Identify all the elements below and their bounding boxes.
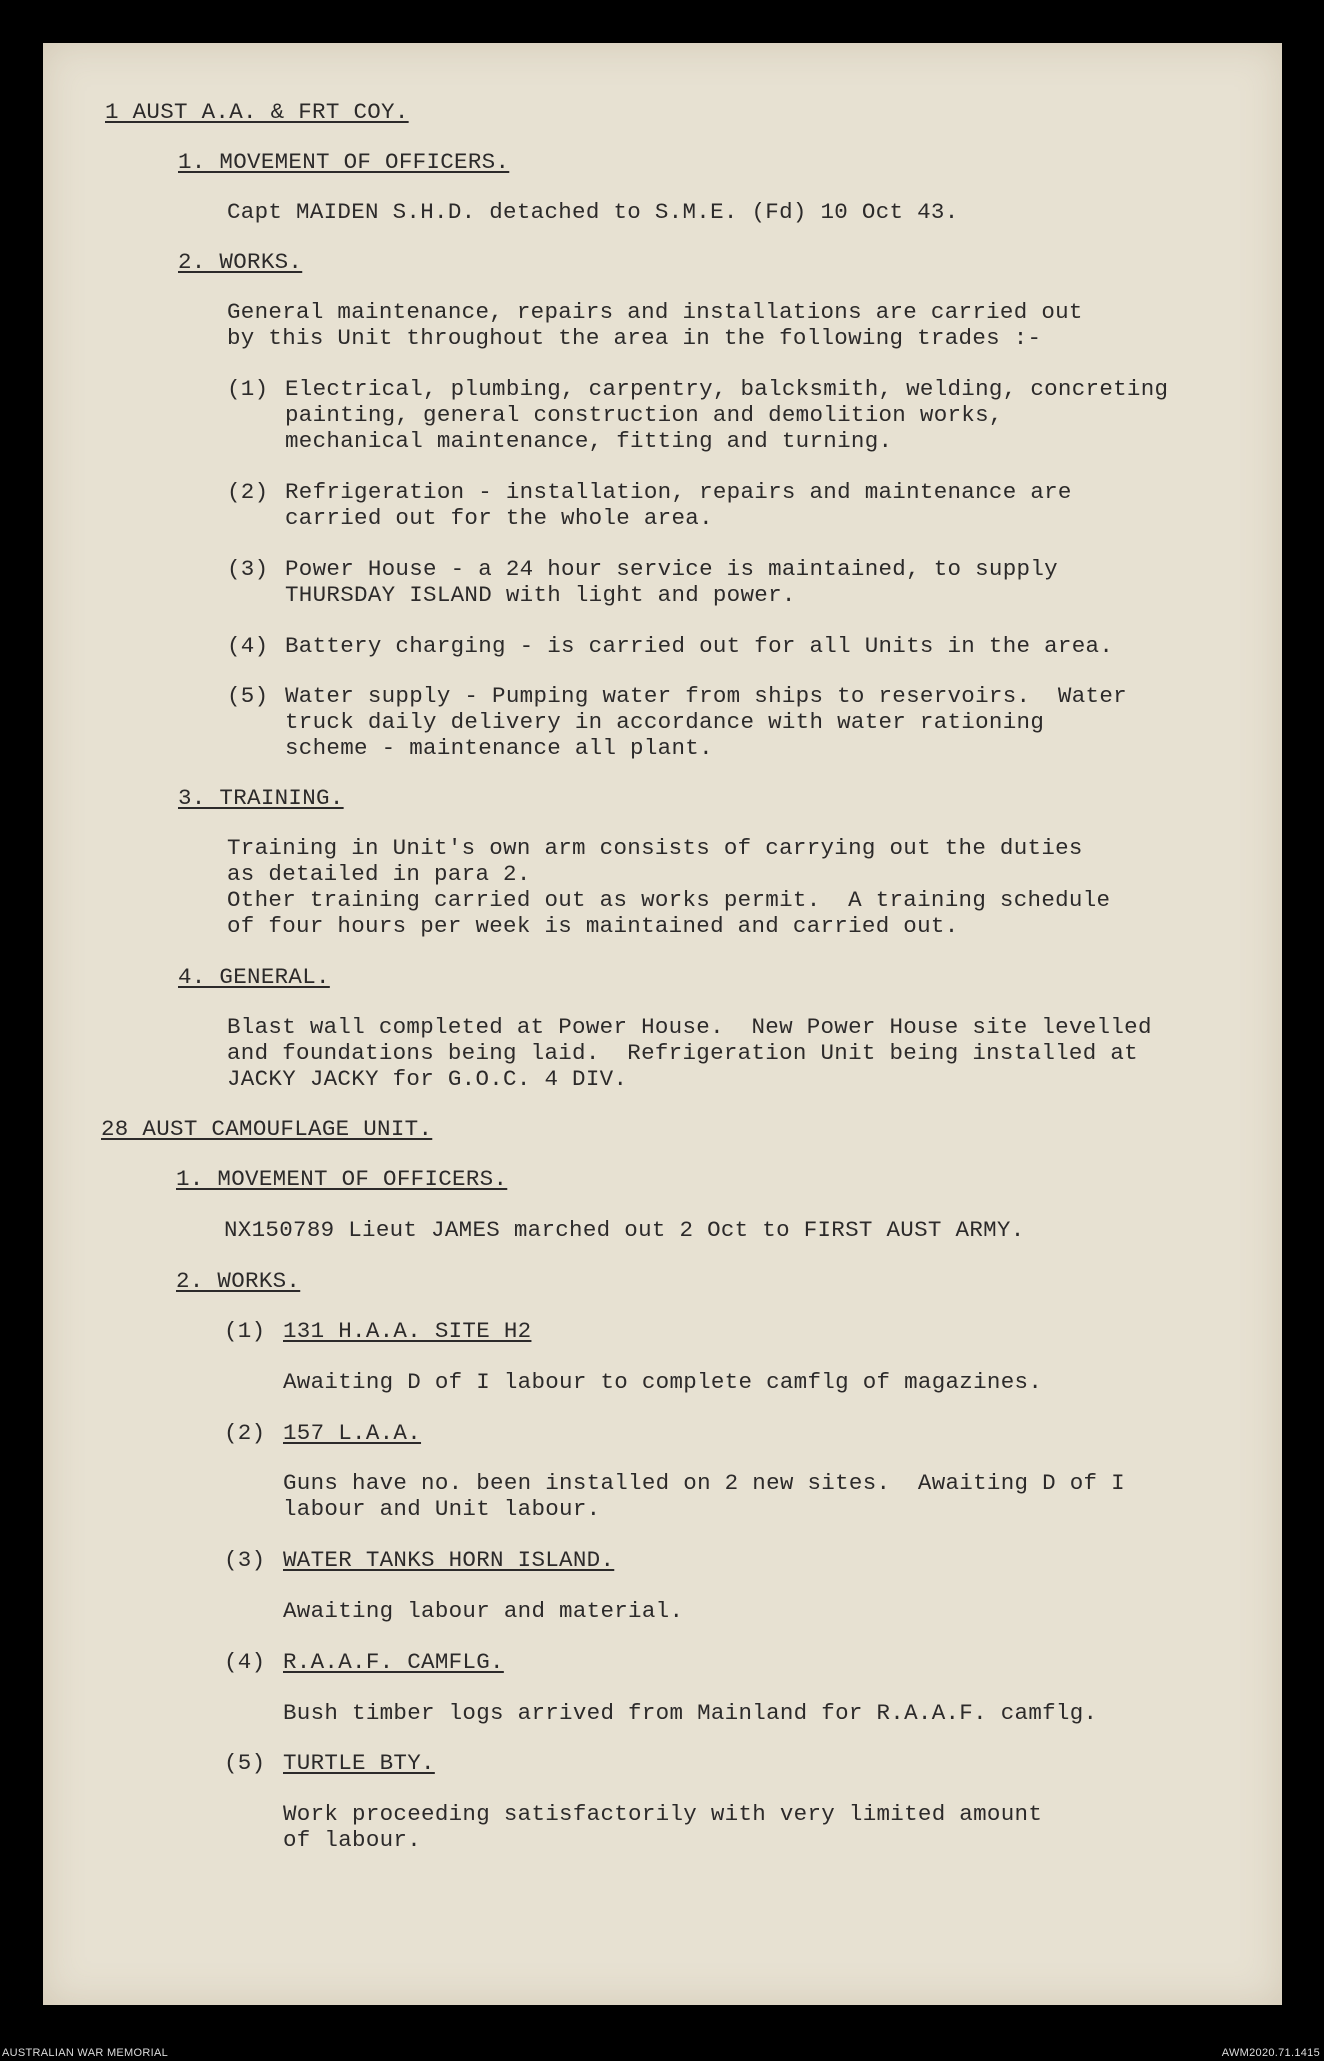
- para-text: as detailed in para 2.: [227, 861, 531, 887]
- item-text: Awaiting D of I labour to complete camflg of magazines.: [283, 1369, 1043, 1395]
- item-number: (1): [224, 1318, 266, 1344]
- item-title: R.A.A.F. CAMFLG.: [283, 1649, 504, 1675]
- para-text: and foundations being laid. Refrigeration Unit being installed at: [227, 1040, 1138, 1066]
- para-heading: [176, 1166, 507, 1192]
- item-number: (3): [227, 556, 269, 582]
- item-text: Bush timber logs arrived from Mainland for R.A.A.F. camflg.: [283, 1700, 1098, 1726]
- item-text: labour and Unit labour.: [283, 1496, 601, 1522]
- para-text: JACKY JACKY for G.O.C. 4 DIV.: [227, 1066, 628, 1092]
- para-heading-text: 3. TRAINING.: [178, 785, 344, 811]
- para-text: Training in Unit's own arm consists of carrying out the duties: [227, 835, 1083, 861]
- para-heading-text: 2. WORKS.: [176, 1268, 301, 1294]
- item-number: (2): [227, 479, 269, 505]
- para-heading: 2. WORKS.: [178, 249, 303, 275]
- item-text: truck daily delivery in accordance with water rationing: [285, 709, 1045, 735]
- para-text: Other training carried out as works permit. A training schedule: [227, 887, 1111, 913]
- para-text: General maintenance, repairs and installations are carried out: [227, 299, 1083, 325]
- item-text: scheme - maintenance all plant.: [285, 735, 713, 761]
- section-heading: 1 AUST A.A. & FRT COY.: [105, 99, 409, 125]
- item-text: Work proceeding satisfactorily with very limited amount: [283, 1801, 1043, 1827]
- item-text: of labour.: [283, 1827, 422, 1853]
- item-text: Guns have no. been installed on 2 new sites. Awaiting D of I: [283, 1470, 1125, 1496]
- para-heading-text: 1. MOVEMENT OF OFFICERS.: [178, 149, 510, 175]
- item-title: TURTLE BTY.: [283, 1750, 435, 1776]
- para-text: Capt MAIDEN S.H.D. detached to S.M.E. (Fd) 10 Oct 43.: [227, 199, 959, 225]
- item-number: (3): [224, 1547, 266, 1573]
- section-heading: 28 AUST CAMOUFLAGE UNIT.: [101, 1116, 433, 1142]
- para-heading: [178, 149, 509, 175]
- document-page: [43, 43, 1282, 2005]
- item-text: Refrigeration - installation, repairs and maintenance are: [285, 479, 1072, 505]
- item-text: THURSDAY ISLAND with light and power.: [285, 582, 796, 608]
- para-heading-text: 4. GENERAL.: [178, 964, 330, 990]
- document-body: [43, 43, 1282, 2005]
- item-text: Water supply - Pumping water from ships to reservoirs. Water: [285, 683, 1127, 709]
- footer-credit: AUSTRALIAN WAR MEMORIAL: [2, 2047, 169, 2059]
- para-text: of four hours per week is maintained and carried out.: [227, 913, 959, 939]
- item-number: (4): [224, 1649, 266, 1675]
- item-text: Electrical, plumbing, carpentry, balcksmith, welding, concreting: [285, 376, 1169, 402]
- item-text: mechanical maintenance, fitting and turning.: [285, 428, 893, 454]
- item-text: painting, general construction and demolition works,: [285, 402, 1003, 428]
- para-heading: [178, 964, 330, 990]
- para-text: NX150789 Lieut JAMES marched out 2 Oct to FIRST AUST ARMY.: [224, 1217, 1025, 1243]
- item-text: Awaiting labour and material.: [283, 1598, 684, 1624]
- item-text: carried out for the whole area.: [285, 505, 713, 531]
- para-heading-text: 1. MOVEMENT OF OFFICERS.: [176, 1166, 508, 1192]
- item-number: (2): [224, 1420, 266, 1446]
- item-number: (4): [227, 633, 269, 659]
- item-number: (5): [224, 1750, 266, 1776]
- footer-accession-number: AWM2020.71.1415: [1221, 2047, 1320, 2059]
- item-title: WATER TANKS HORN ISLAND.: [283, 1547, 615, 1573]
- item-number: (1): [227, 376, 269, 402]
- item-text: Battery charging - is carried out for all Units in the area.: [285, 633, 1114, 659]
- item-text: Power House - a 24 hour service is maintained, to supply: [285, 556, 1058, 582]
- item-title: 157 L.A.A.: [283, 1420, 422, 1446]
- para-text: by this Unit throughout the area in the following trades :-: [227, 325, 1042, 351]
- item-title: 131 H.A.A. SITE H2: [283, 1318, 532, 1344]
- para-heading: [178, 785, 344, 811]
- para-heading: [176, 1268, 300, 1294]
- item-number: (5): [227, 683, 269, 709]
- para-text: Blast wall completed at Power House. New Power House site levelled: [227, 1014, 1152, 1040]
